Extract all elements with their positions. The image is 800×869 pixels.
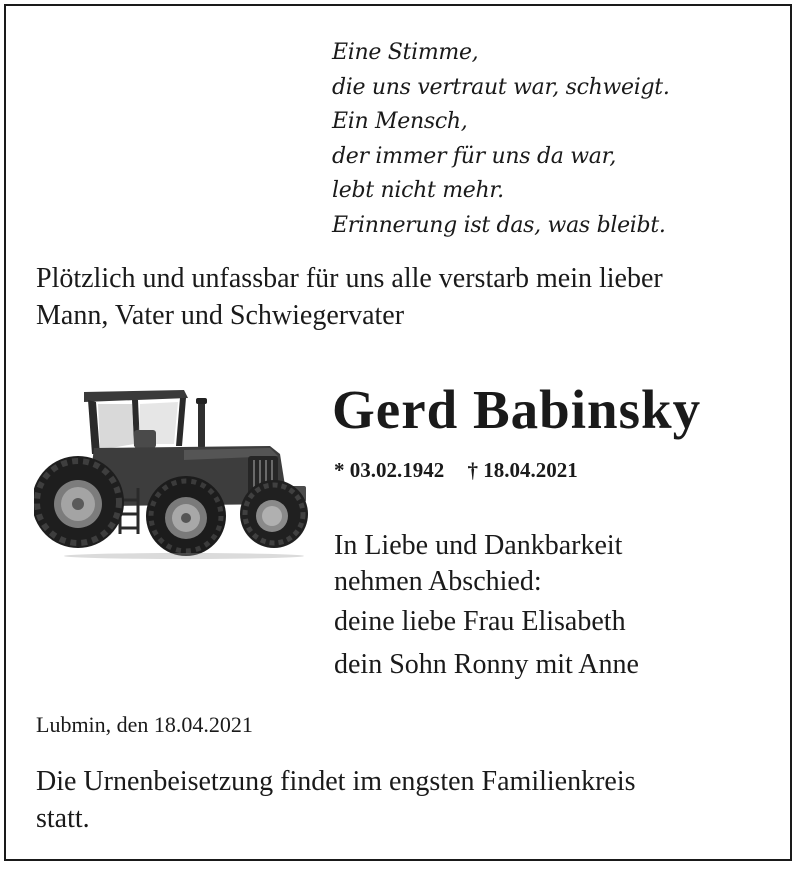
tractor-icon — [34, 384, 310, 560]
farewell-line: nehmen Abschied: — [334, 566, 542, 597]
poem-line: Eine Stimme, — [332, 40, 479, 65]
life-dates — [334, 458, 578, 483]
poem-line: lebt nicht mehr. — [332, 178, 504, 203]
poem-line: Ein Mensch, — [332, 109, 468, 134]
poem-line: Erinnerung ist das, was bleibt. — [332, 212, 666, 238]
deceased-name: Gerd Babinsky — [332, 379, 702, 440]
burial-line: Die Urnenbeisetzung findet im engsten Familienkreis — [36, 766, 636, 797]
family-member: deine liebe Frau Elisabeth — [334, 606, 626, 637]
place-date: Lubmin, den 18.04.2021 — [36, 712, 253, 737]
burial-line: statt. — [36, 803, 90, 834]
announcement-line: Mann, Vater und Schwiegervater — [36, 300, 405, 331]
burial-note — [36, 763, 776, 837]
poem-line: der immer für uns da war, — [332, 143, 617, 169]
family-member: dein Sohn Ronny mit Anne — [334, 649, 639, 680]
poem — [332, 36, 670, 243]
announcement-line: Plötzlich und unfassbar für uns alle verstarb mein lieber — [36, 263, 663, 294]
birth-date: * 03.02.1942 — [334, 458, 445, 482]
mourners-section — [334, 528, 639, 686]
poem-line: die uns vertraut war, schweigt. — [332, 74, 670, 100]
death-date: † 18.04.2021 — [467, 458, 578, 482]
obituary-notice — [4, 4, 792, 861]
death-announcement — [36, 260, 776, 334]
farewell-line: In Liebe und Dankbarkeit — [334, 530, 623, 561]
